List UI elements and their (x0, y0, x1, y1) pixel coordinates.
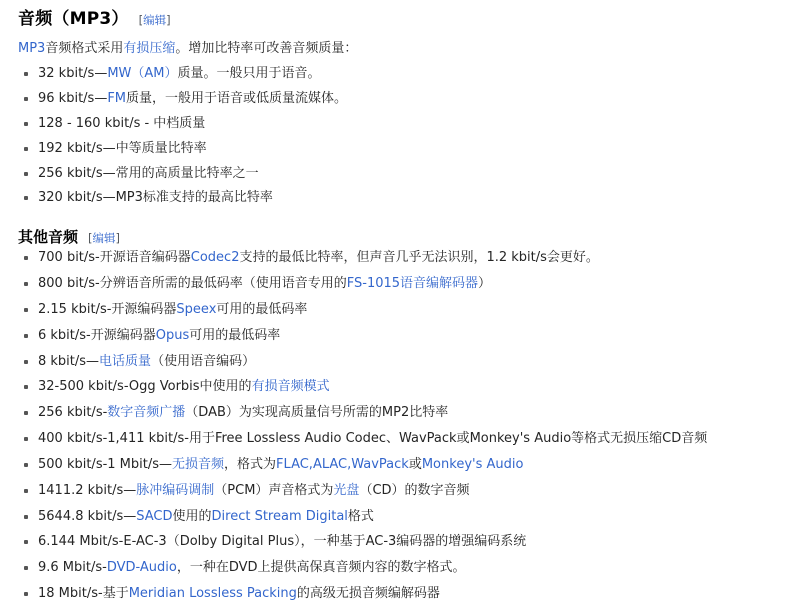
list-item (24, 90, 800, 109)
inline-link[interactable]: SACD (136, 508, 173, 524)
inline-text: 320 kbit/s—MP3标准支持的最高比特率 (38, 190, 273, 206)
inline-text: 256 kbit/s‐ (38, 405, 108, 421)
inline-text: 700 bit/s‐开源语音编码器 (38, 250, 191, 266)
inline-link[interactable]: Opus (155, 327, 190, 343)
edit-link-other[interactable] (88, 230, 120, 246)
list-item (24, 456, 800, 475)
list-item (24, 65, 800, 84)
inline-link[interactable]: Monkey's Audio (421, 456, 524, 472)
mp3-bitrate-list (0, 65, 800, 208)
edit-link-label-other[interactable]: 编辑 (92, 231, 116, 246)
list-item (24, 140, 800, 159)
edit-link-label-mp3[interactable]: 编辑 (143, 13, 167, 27)
list-item (24, 327, 800, 346)
section-header-mp3 (0, 0, 800, 31)
inline-text: 音频格式采用 (45, 41, 124, 56)
list-item (24, 115, 800, 134)
edit-bracket-open: [ (88, 231, 93, 246)
inline-text: 使用的 (172, 508, 212, 524)
section-header-other (0, 222, 800, 249)
inline-text: 400 kbit/s‐1,411 kbit/s‐用于Free Lossless Audio Codec、WavPack或Monkey's Audio等格式无损压缩CD音频 (38, 431, 708, 447)
list-item (24, 353, 800, 372)
list-item (24, 275, 800, 294)
inline-link[interactable]: FLAC,ALAC,WavPack (276, 456, 409, 472)
inline-text: 256 kbit/s—常用的高质量比特率之一 (38, 165, 259, 181)
inline-text: 质量。一般只用于语音。 (177, 66, 321, 82)
list-item (24, 508, 800, 527)
edit-link-mp3[interactable] (139, 12, 171, 28)
inline-text: 可用的最低码率 (189, 327, 281, 343)
list-item (24, 404, 800, 423)
inline-link[interactable]: 有损压缩 (123, 41, 176, 56)
inline-text: 支持的最低比特率，但声音几乎无法识别，1.2 kbit/s会更好。 (239, 250, 599, 266)
inline-text: 8 kbit/s— (38, 353, 100, 369)
section-mp3 (0, 0, 800, 208)
inline-link[interactable]: Speex (176, 301, 217, 317)
inline-link[interactable]: Meridian Lossless Packing (128, 586, 297, 602)
inline-link[interactable]: FM (107, 90, 127, 106)
inline-text: 2.15 kbit/s‐开源编码器 (38, 301, 177, 317)
inline-link[interactable]: DVD-Audio (106, 560, 177, 576)
inline-text: 96 kbit/s— (38, 90, 108, 106)
inline-text: 800 bit/s‐分辨语音所需的最低码率（使用语音专用的 (38, 276, 347, 292)
inline-link[interactable]: Codec2 (190, 250, 240, 266)
inline-link[interactable]: FS-1015语音编解码器 (346, 276, 479, 292)
inline-text: 。增加比特率可改善音频质量： (175, 41, 358, 56)
inline-text: 32 kbit/s— (38, 66, 108, 82)
list-item (24, 249, 800, 268)
list-item (24, 585, 800, 604)
inline-text: 格式 (347, 508, 374, 524)
list-item (24, 430, 800, 449)
section-title-other: 其他音频 (18, 228, 79, 247)
inline-text: 的高级无损音频编解码器 (296, 586, 440, 602)
inline-text: 1411.2 kbit/s— (38, 482, 137, 498)
inline-text: 18 Mbit/s‐基于 (38, 586, 129, 602)
other-audio-list (0, 249, 800, 604)
inline-text: 5644.8 kbit/s— (38, 508, 137, 524)
inline-text: 可用的最低码率 (216, 301, 308, 317)
list-item (24, 189, 800, 208)
inline-link[interactable]: 数字音频广播 (107, 405, 186, 421)
intro-paragraph-mp3 (18, 39, 800, 59)
section-other-audio (0, 222, 800, 604)
inline-text: 6.144 Mbit/s‐E-AC-3（Dolby Digital Plus），一种基于AC-3编码器的增强编码系统 (38, 534, 527, 550)
inline-text: 192 kbit/s—中等质量比特率 (38, 140, 207, 156)
inline-link[interactable]: MW（AM） (107, 66, 178, 82)
inline-text: 9.6 Mbit/s‐ (38, 560, 107, 576)
inline-text: 128 - 160 kbit/s - 中档质量 (38, 115, 206, 131)
inline-text: 32-500 kbit/s‐Ogg Vorbis中使用的 (38, 379, 252, 395)
page-title: 音频（MP3） (18, 9, 129, 29)
list-item (24, 378, 800, 397)
inline-text: 6 kbit/s‐开源编码器 (38, 327, 156, 343)
edit-bracket-close: ] (115, 231, 121, 246)
list-item (24, 165, 800, 184)
inline-text: ，一种在DVD上提供高保真音频内容的数字格式。 (176, 560, 466, 576)
inline-text: ） (478, 276, 492, 292)
inline-text: （使用语音编码） (151, 353, 256, 369)
inline-text: 质量，一般用于语音或低质量流媒体。 (126, 90, 348, 106)
inline-link[interactable]: 脉冲编码调制 (136, 482, 215, 498)
inline-link[interactable]: 电话质量 (99, 353, 152, 369)
inline-link[interactable]: Direct Stream Digital (211, 508, 348, 524)
list-item (24, 533, 800, 552)
inline-link[interactable]: 光盘 (333, 482, 360, 498)
list-item (24, 301, 800, 320)
inline-link[interactable]: MP3 (18, 41, 46, 56)
edit-bracket-close: ] (166, 13, 171, 27)
edit-bracket-open: [ (138, 13, 144, 27)
inline-text: （DAB）为实现高质量信号所需的MP2比特率 (185, 405, 449, 421)
inline-text: 或 (408, 456, 422, 472)
inline-text: ，格式为 (224, 456, 277, 472)
inline-link[interactable]: 有损音频模式 (251, 379, 330, 395)
list-item (24, 482, 800, 501)
inline-link[interactable]: 无损音频 (172, 456, 225, 472)
list-item (24, 559, 800, 578)
inline-text: （CD）的数字音频 (359, 482, 470, 498)
inline-text: （PCM）声音格式为 (214, 482, 334, 498)
inline-text: 500 kbit/s‐1 Mbit/s— (38, 456, 173, 472)
